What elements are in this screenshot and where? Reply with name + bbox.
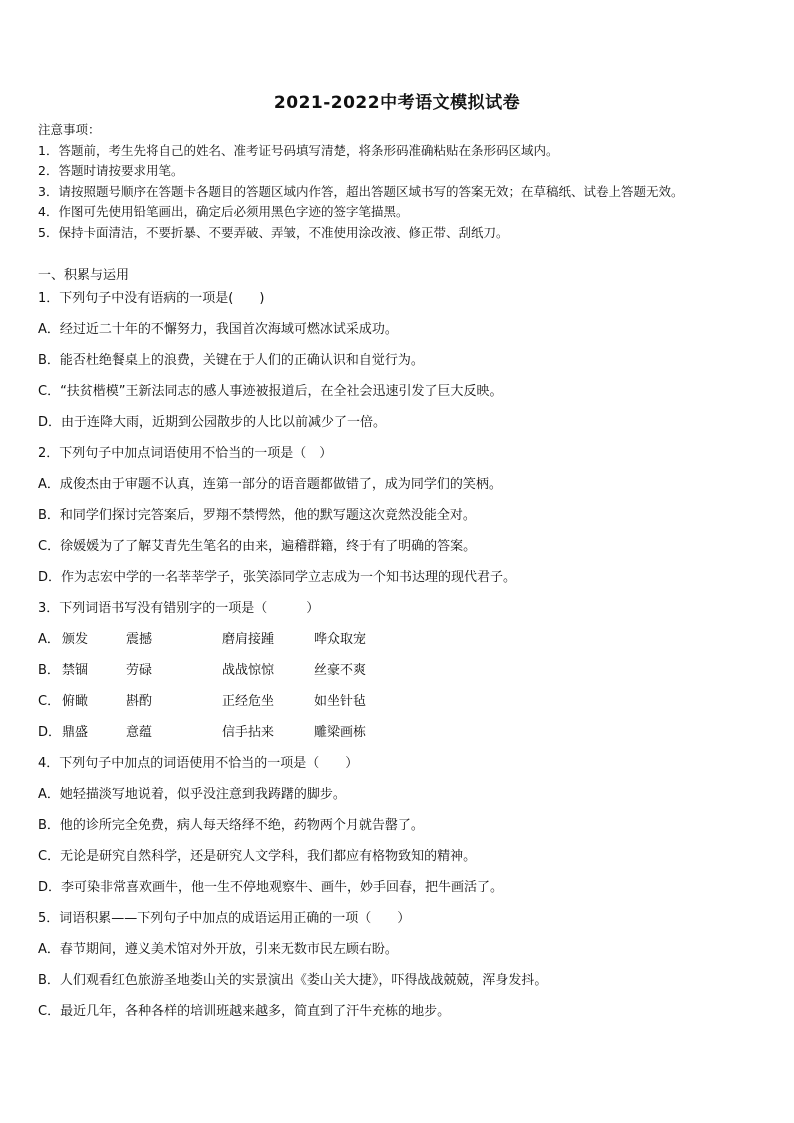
option-label: C． bbox=[38, 694, 61, 709]
option-word: 劳碌 bbox=[126, 663, 153, 678]
option-word: 如坐针毡 bbox=[314, 694, 367, 709]
question-3-option-a bbox=[38, 629, 768, 660]
question-4-option-c: C．无论是研究自然科学，还是研究人文学科，我们都应有格物致知的精神。 bbox=[38, 849, 477, 864]
question-4-option-a: A．她轻描淡写地说着，似乎没注意到我踌躇的脚步。 bbox=[38, 787, 346, 802]
question-3-option-c bbox=[38, 691, 768, 722]
question-5-option-c: C．最近几年，各种各样的培训班越来越多，简直到了汗牛充栋的地步。 bbox=[38, 1004, 451, 1019]
option-word: 战战惊惊 bbox=[222, 663, 275, 678]
questions-block bbox=[38, 288, 768, 1032]
option-word: 斟酌 bbox=[126, 694, 153, 709]
notes-block bbox=[38, 120, 768, 243]
question-3-stem: 3．下列词语书写没有错别字的一项是（ ） bbox=[38, 601, 320, 616]
question-4-option-d: D．李可染非常喜欢画牛，他一生不停地观察牛、画牛，妙手回春，把牛画活了。 bbox=[38, 880, 504, 895]
question-4-option-b: B．他的诊所完全免费，病人每天络绎不绝，药物两个月就告罄了。 bbox=[38, 818, 424, 833]
option-label: A． bbox=[38, 632, 60, 647]
notes-heading: 注意事项： bbox=[38, 122, 101, 137]
option-word: 禁锢 bbox=[62, 663, 89, 678]
question-3-option-b bbox=[38, 660, 768, 691]
question-1-stem: 1．下列句子中没有语病的一项是( ) bbox=[38, 291, 265, 306]
question-2-option-d: D．作为志宏中学的一名莘莘学子，张笑添同学立志成为一个知书达理的现代君子。 bbox=[38, 570, 517, 585]
question-1-option-b: B．能否杜绝餐桌上的浪费，关键在于人们的正确认识和自觉行为。 bbox=[38, 353, 424, 368]
notes-item: 1．答题前，考生先将自己的姓名、准考证号码填写清楚，将条形码准确粘贴在条形码区域内。 bbox=[38, 142, 559, 158]
option-word: 雕梁画栋 bbox=[314, 725, 367, 740]
question-2-stem: 2．下列句子中加点词语使用不恰当的一项是（ ） bbox=[38, 446, 333, 461]
question-3-option-d bbox=[38, 722, 768, 753]
option-word: 俯瞰 bbox=[62, 694, 89, 709]
option-word: 磨肩接踵 bbox=[222, 632, 275, 647]
option-word: 丝豪不爽 bbox=[314, 663, 367, 678]
page-title: 2021-2022中考语文模拟试卷 bbox=[273, 93, 521, 113]
question-5-option-b: B．人们观看红色旅游圣地娄山关的实景演出《娄山关大捷》，吓得战战兢兢，浑身发抖。 bbox=[38, 973, 548, 988]
option-word: 哗众取宠 bbox=[314, 632, 367, 647]
option-word: 信手拈来 bbox=[222, 725, 275, 740]
notes-item: 5．保持卡面清洁，不要折暴、不要弄破、弄皱，不准使用涂改液、修正带、刮纸刀。 bbox=[38, 224, 509, 240]
question-1-option-d: D．由于连降大雨，近期到公园散步的人比以前减少了一倍。 bbox=[38, 415, 387, 430]
question-5-option-a: A．春节期间，遵义美术馆对外开放，引来无数市民左顾右盼。 bbox=[38, 942, 398, 957]
option-word: 鼎盛 bbox=[62, 725, 89, 740]
notes-item: 4．作图可先使用铅笔画出，确定后必须用黑色字迹的签字笔描黑。 bbox=[38, 204, 409, 219]
question-2-option-c: C．徐媛媛为了了解艾青先生笔名的由来，遍稽群籍，终于有了明确的答案。 bbox=[38, 539, 477, 554]
option-word: 震撼 bbox=[126, 632, 153, 647]
question-2-option-a: A．成俊杰由于审题不认真，连第一部分的语音题都做错了，成为同学们的笑柄。 bbox=[38, 477, 502, 492]
notes-item: 2．答题时请按要求用笔。 bbox=[38, 163, 184, 178]
question-2-option-b: B．和同学们探讨完答案后，罗翔不禁愕然，他的默写题这次竟然没能全对。 bbox=[38, 508, 476, 523]
option-word: 正经危坐 bbox=[222, 694, 275, 709]
question-1-option-c: C．“扶贫楷模”王新法同志的感人事迹被报道后，在全社会迅速引发了巨大反映。 bbox=[38, 384, 503, 399]
option-label: B． bbox=[38, 663, 60, 678]
question-1-option-a: A．经过近二十年的不懈努力，我国首次海域可燃冰试采成功。 bbox=[38, 322, 398, 337]
section-heading: 一、积累与运用 bbox=[38, 268, 130, 283]
notes-item: 3．请按照题号顺序在答题卡各题目的答题区域内作答，超出答题区域书写的答案无效；在草稿纸、试卷上答题无效。 bbox=[38, 183, 684, 199]
option-word: 颁发 bbox=[62, 632, 89, 647]
option-word: 意蕴 bbox=[126, 725, 153, 740]
option-label: D． bbox=[38, 725, 62, 740]
question-5-stem: 5．词语积累——下列句子中加点的成语运用正确的一项（ ） bbox=[38, 911, 411, 926]
question-4-stem: 4．下列句子中加点的词语使用不恰当的一项是（ ） bbox=[38, 756, 359, 771]
